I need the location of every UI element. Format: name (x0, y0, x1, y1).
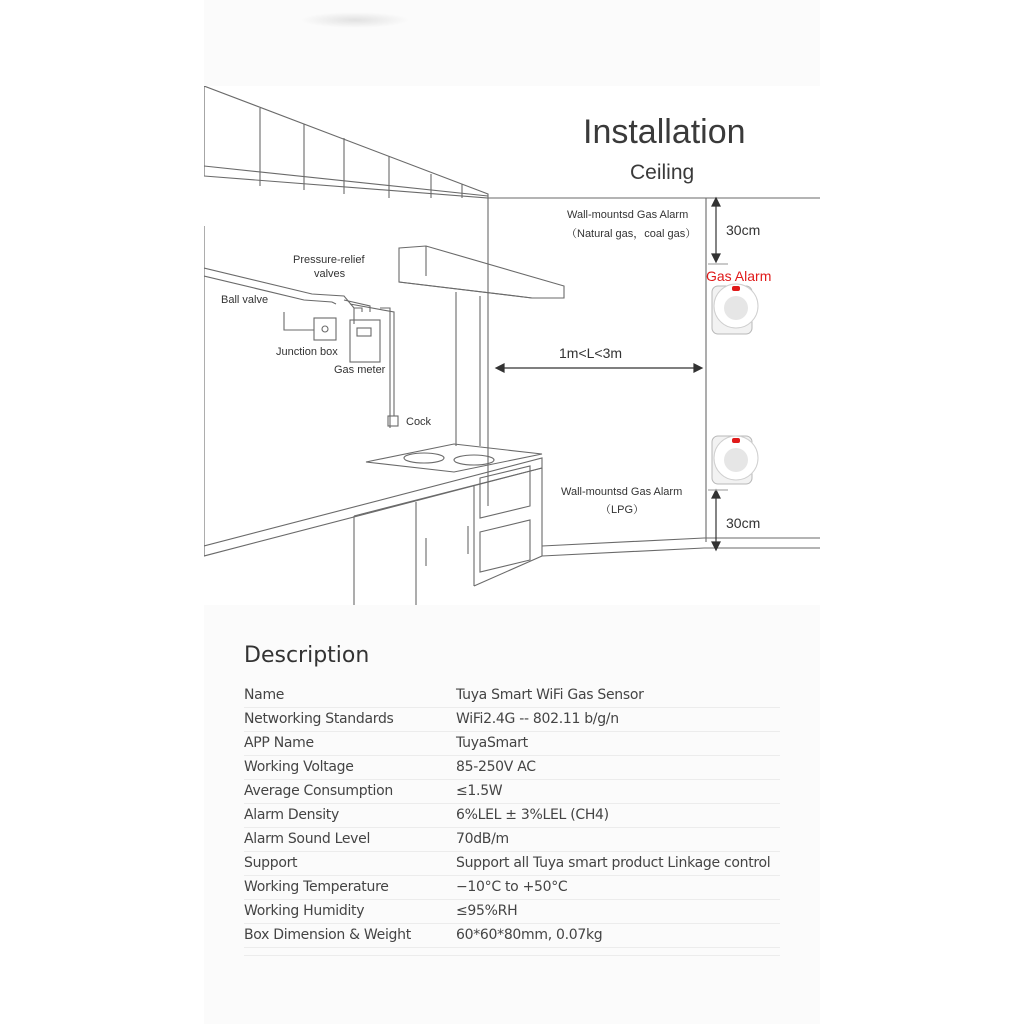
spec-key: Alarm Sound Level (244, 831, 371, 847)
top-alarm-gases: （Natural gas，coal gas） (566, 228, 697, 240)
spec-value: −10°C to +50°C (456, 879, 568, 895)
table-row (244, 684, 780, 708)
spec-value: 85-250V AC (456, 759, 536, 775)
lower-cabinets (354, 468, 542, 605)
description-title: Description (244, 643, 370, 668)
table-row (244, 924, 780, 948)
floor-line (542, 548, 820, 556)
junction-box-shape (314, 318, 336, 340)
junction-box-label: Junction box (276, 346, 338, 358)
cock-label: Cock (406, 416, 432, 428)
gas-alarm-bottom-device (712, 436, 758, 484)
table-row (244, 852, 780, 876)
table-row (244, 756, 780, 780)
spec-value: 6%LEL ± 3%LEL (CH4) (456, 807, 609, 823)
ceiling-label: Ceiling (630, 161, 695, 184)
pressure-relief-label: Pressure-relief (293, 254, 365, 266)
spec-key: Working Temperature (244, 879, 389, 895)
spec-value: 60*60*80mm, 0.07kg (456, 927, 603, 943)
gas-meter-shape (350, 320, 380, 362)
spec-key: Working Humidity (244, 903, 365, 919)
upper-cabinet-front (204, 86, 462, 198)
spec-key: Working Voltage (244, 759, 354, 775)
spec-value: Support all Tuya smart product Linkage control (456, 855, 771, 871)
counter (204, 458, 542, 556)
spec-value: TuyaSmart (456, 735, 528, 751)
wall-corner (488, 198, 820, 506)
dim-top-label: 30cm (726, 222, 761, 238)
gas-meter-label: Gas meter (334, 364, 386, 376)
spec-table (244, 684, 780, 948)
spec-key: Support (244, 855, 298, 871)
bottom-alarm-gases: （LPG） (600, 504, 645, 516)
table-bottom-divider (244, 955, 780, 956)
ball-valve-label: Ball valve (221, 294, 269, 306)
spec-value: WiFi2.4G -- 802.11 b/g/n (456, 711, 619, 727)
spec-key: Alarm Density (244, 807, 339, 823)
table-row (244, 780, 780, 804)
table-row (244, 804, 780, 828)
table-row (244, 900, 780, 924)
decorative-smudge (300, 12, 410, 28)
spec-key: Box Dimension & Weight (244, 927, 411, 943)
spec-value: 70dB/m (456, 831, 509, 847)
spec-key: Networking Standards (244, 711, 394, 727)
stove (366, 444, 542, 472)
bottom-alarm-label: Wall-mountsd Gas Alarm (561, 486, 683, 498)
pipe-to-meter (344, 300, 370, 312)
table-row (244, 732, 780, 756)
gas-alarm-label: Gas Alarm (706, 268, 772, 284)
installation-title: Installation (583, 113, 746, 151)
valves-label: valves (314, 268, 346, 280)
gas-pipe (204, 268, 394, 416)
spec-value: Tuya Smart WiFi Gas Sensor (456, 687, 644, 703)
spec-key: APP Name (244, 735, 314, 751)
range-hood (399, 246, 564, 298)
spec-key: Average Consumption (244, 783, 393, 799)
table-row (244, 708, 780, 732)
table-row (244, 876, 780, 900)
dim-bottom-label: 30cm (726, 515, 761, 531)
distance-label: 1m<L<3m (559, 345, 623, 361)
spec-key: Name (244, 687, 285, 703)
table-row (244, 828, 780, 852)
gas-alarm-top-device (712, 284, 758, 334)
top-alarm-label: Wall-mountsd Gas Alarm (567, 209, 689, 221)
spec-value: ≤95%RH (456, 903, 518, 919)
spec-value: ≤1.5W (456, 783, 503, 799)
